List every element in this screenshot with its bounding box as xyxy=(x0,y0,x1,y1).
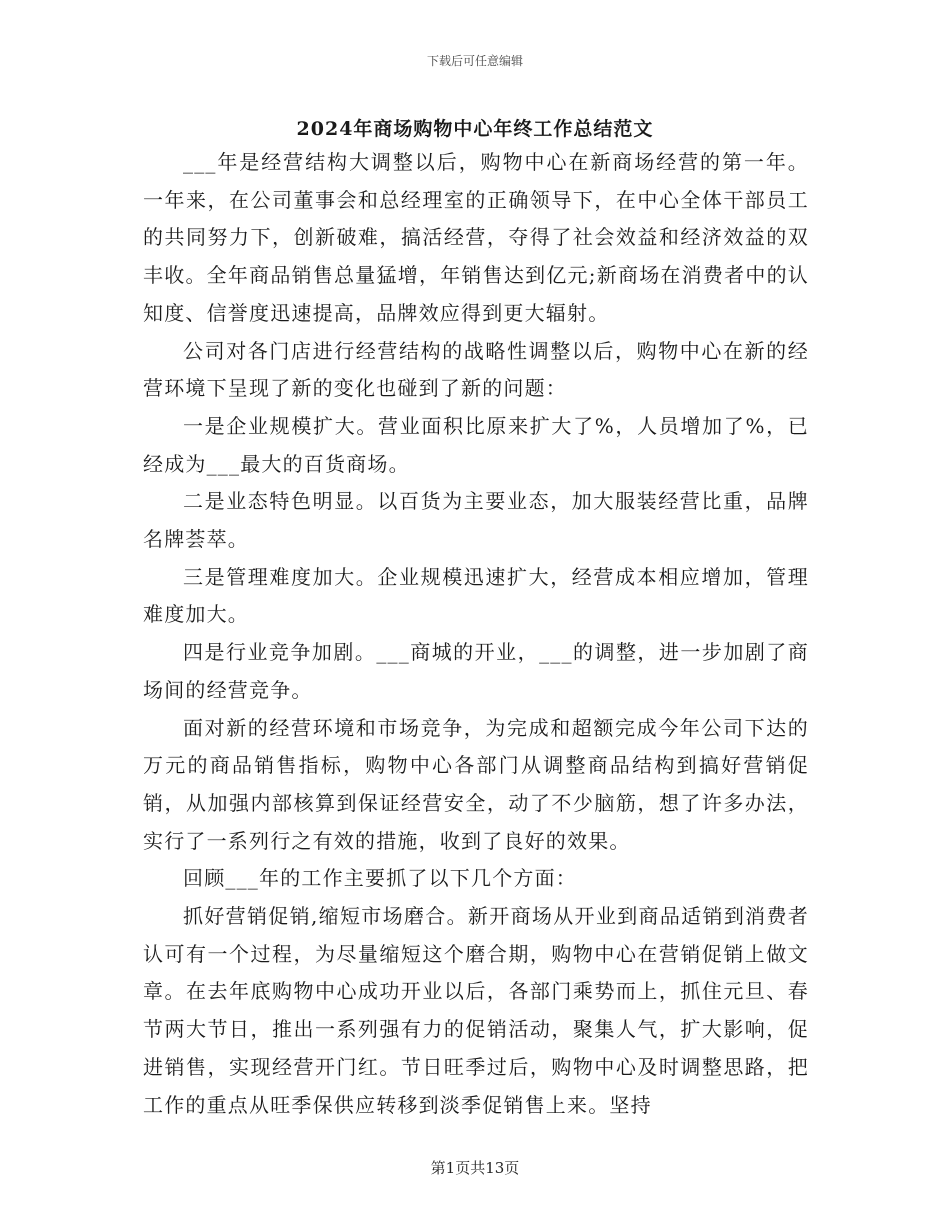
page-header-note: 下载后可任意编辑 xyxy=(426,54,523,68)
paragraph: ___年是经营结构大调整以后，购物中心在新商场经营的第一年。一年来，在公司董事会和总经理室的正确领导下，在中心全体干部员工的共同努力下，创新破难，搞活经营，夺得了社会效益和经济效益的双丰收。全年商品销售总量猛增，年销售达到亿元;新商场在消费者中的认知度、信誉度迅速提高，品牌效应得到更大辐射。 xyxy=(143,150,809,325)
paragraph: 四是行业竞争加剧。___商城的开业，___的调整，进一步加剧了商场间的经营竞争。 xyxy=(143,640,809,702)
paragraph: 三是管理难度加大。企业规模迅速扩大，经营成本相应增加，管理难度加大。 xyxy=(143,564,809,627)
paragraph: 回顾___年的工作主要抓了以下几个方面： xyxy=(183,866,577,891)
page-number: 第1页共13页 xyxy=(430,1159,520,1177)
paragraph: 一是企业规模扩大。营业面积比原来扩大了%，人员增加了%，已经成为___最大的百货商场。 xyxy=(143,413,809,476)
document-body xyxy=(143,144,809,1124)
paragraph: 抓好营销促销,缩短市场磨合。新开商场从开业到商品适销到消费者认可有一个过程，为尽量缩短这个磨合期，购物中心在营销促销上做文章。在去年底购物中心成功开业以后，各部门乘势而上，抓住元旦、春节两大节日，推出一系列强有力的促销活动，聚集人气，扩大影响，促进销售，实现经营开门红。节日旺季过后，购物中心及时调整思路，把工作的重点从旺季保供应转移到淡季促销售上来。坚持 xyxy=(143,904,809,1117)
paragraph: 公司对各门店进行经营结构的战略性调整以后，购物中心在新的经营环境下呈现了新的变化也碰到了新的问题： xyxy=(143,338,809,401)
paragraph: 二是业态特色明显。以百货为主要业态，加大服装经营比重，品牌名牌荟萃。 xyxy=(143,489,809,552)
paragraph: 面对新的经营环境和市场竞争，为完成和超额完成今年公司下达的万元的商品销售指标，购物中心各部门从调整商品结构到搞好营销促销，从加强内部核算到保证经营安全，动了不少脑筋，想了许多办法，实行了一系列行之有效的措施，收到了良好的效果。 xyxy=(143,715,809,853)
document-title: 2024年商场购物中心年终工作总结范文 xyxy=(296,118,654,140)
